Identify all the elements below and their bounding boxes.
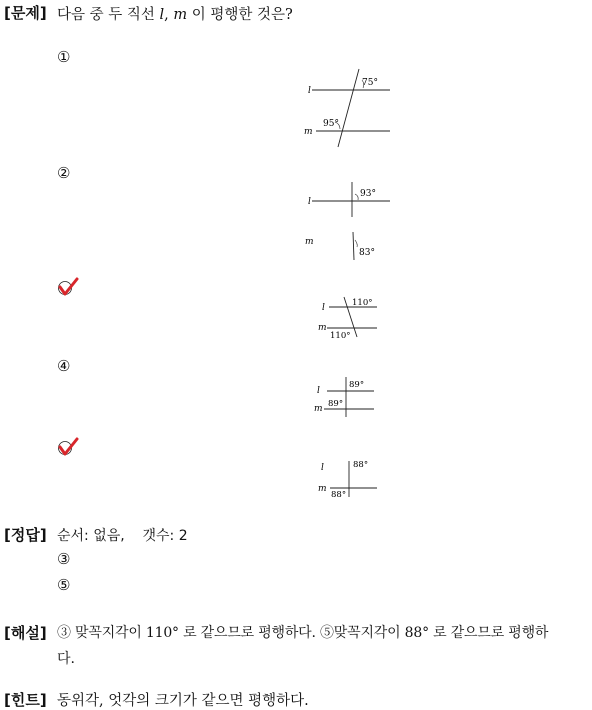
option-1-figure (300, 62, 400, 152)
angle-label-lower: 110° (330, 331, 351, 341)
option-3-figure (315, 293, 390, 343)
explanation-line-2: 다. (57, 651, 75, 667)
answer-item-1: ③ (57, 550, 71, 568)
checkmark-icon (57, 436, 79, 458)
line-label-l: l (322, 303, 325, 313)
hint-tag: [힌트] (4, 691, 47, 709)
explanation-line-1: ③ 맞꼭지각이 110° 로 같으므로 평행하다. ⑤맞꼭지각이 88° 로 같으므로 평행하 (57, 625, 549, 641)
angle-label-upper: 93° (360, 189, 376, 199)
option-2-marker[interactable]: ② (57, 164, 71, 182)
line-label-l: l (321, 463, 324, 473)
line-label-m: m (318, 323, 327, 333)
answer-tag: [정답] (4, 526, 47, 544)
angle-label-lower: 83° (359, 248, 375, 258)
angle-label-upper: 110° (352, 298, 373, 308)
explanation-tag: [해설] (4, 624, 47, 642)
hint-text: 동위각, 엇각의 크기가 같으면 평행하다. (57, 693, 309, 709)
question-prefix: 다음 중 두 직선 (57, 7, 155, 23)
line-label-l: l (308, 197, 311, 207)
option-2-figure (300, 180, 400, 265)
line-label-m: m (318, 484, 327, 494)
variable-l: l (159, 7, 165, 23)
question-suffix: 이 평행한 것은? (191, 7, 293, 23)
line-label-m: m (304, 127, 313, 137)
line-label-m: m (314, 404, 323, 414)
question-text (57, 3, 293, 24)
angle-label-lower: 95° (323, 119, 339, 129)
comma: , (164, 7, 169, 23)
line-label-m: m (305, 237, 314, 247)
angle-label-lower: 88° (331, 490, 347, 500)
problem-tag: [문제] (4, 4, 47, 22)
checkmark-icon (57, 276, 79, 298)
answer-item-2: ⑤ (57, 576, 71, 594)
angle-label-lower: 89° (328, 399, 344, 409)
angle-label-upper: 89° (349, 380, 365, 390)
variable-m: m (173, 7, 188, 23)
angle-label-upper: 88° (353, 460, 369, 470)
option-5-figure (315, 455, 390, 503)
line-label-l: l (308, 86, 311, 96)
option-1-marker[interactable]: ① (57, 48, 71, 66)
angle-label-upper: 75° (362, 78, 378, 88)
option-4-figure (312, 375, 387, 420)
line-label-l: l (317, 386, 320, 396)
option-4-marker[interactable]: ④ (57, 357, 71, 375)
answer-meta: 순서: 없음, 갯수: 2 (57, 528, 188, 544)
